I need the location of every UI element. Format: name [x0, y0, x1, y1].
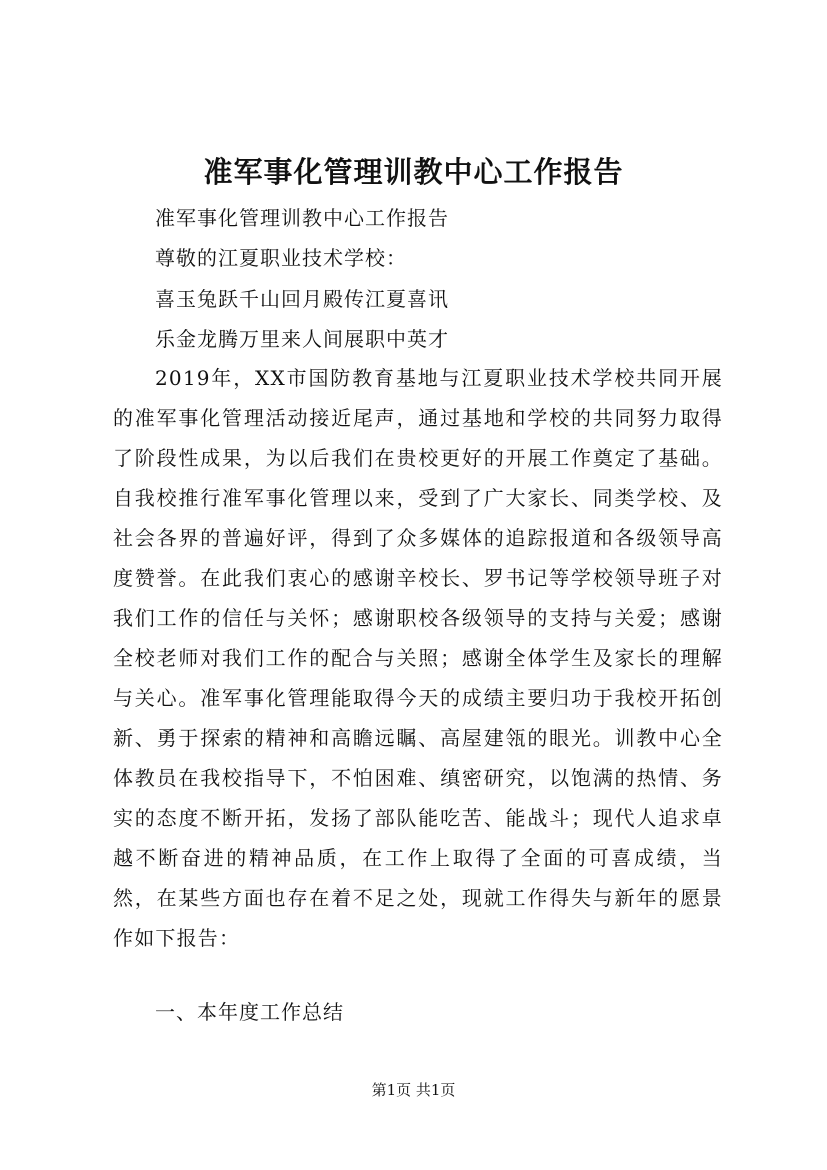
couplet-line-1: 喜玉兔跃千山回月殿传江夏喜讯 — [155, 287, 449, 311]
page-footer: 第1页 共1页 — [371, 1081, 456, 1099]
section-heading: 一、本年度工作总结 — [155, 1000, 344, 1024]
couplet-line-2: 乐金龙腾万里来人间展职中英才 — [155, 327, 449, 351]
document-title: 准军事化管理训教中心工作报告 — [203, 155, 624, 189]
document-subtitle: 准军事化管理训教中心工作报告 — [155, 206, 449, 230]
salutation: 尊敬的江夏职业技术学校： — [155, 246, 407, 270]
body-paragraph: 2019年，XX市国防教育基地与江夏职业技术学校共同开展的准军事化管理活动接近尾声，通过基地和学校的共同努力取得了阶段性成果，为以后我们在贵校更好的开展工作奠定了基础。自我校推行准军事化管理以来，受到了广大家长、同类学校、及社会各界的普遍好评，得到了众多媒体的追踪报道和各级领导高度赞誉。在此我们衷心的感谢辛校长、罗书记等学校领导班子对我们工作的信任与关怀；感谢职校各级领导的支持与关爱；感谢全校老师对我们工作的配合与关照；感谢全体学生及家长的理解与关心。准军事化管理能取得今天的成绩主要归功于我校开拓创新、勇于探索的精神和高瞻远瞩、高屋建瓴的眼光。训教中心全体教员在我校指导下，不怕困难、缜密研究，以饱满的热情、务实的态度不断开拓，发扬了部队能吃苦、能战斗；现代人追求卓越不断奋进的精神品质，在工作上取得了全面的可喜成绩，当然，在某些方面也存在着不足之处，现就工作得失与新年的愿景作如下报告： — [113, 366, 723, 950]
